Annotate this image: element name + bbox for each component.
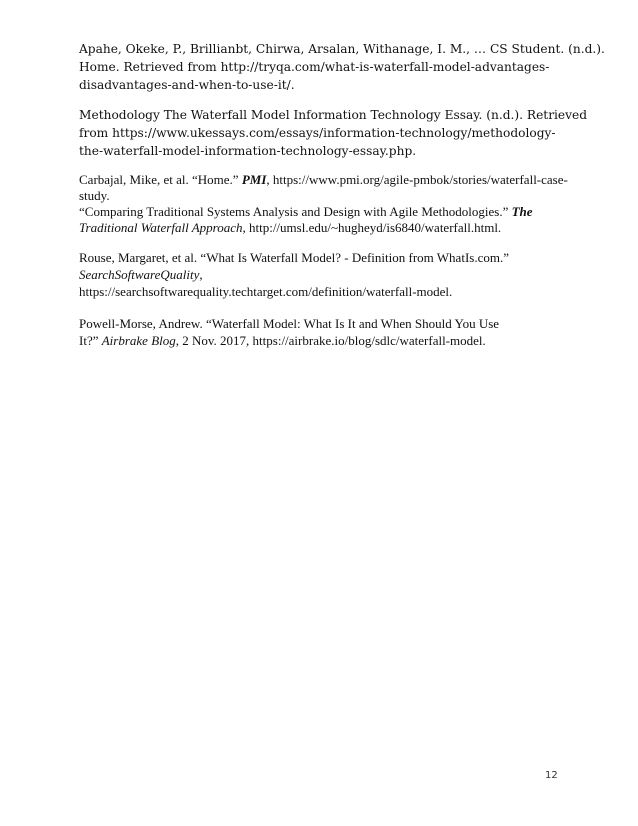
source-title: SearchSoftwareQuality — [79, 267, 200, 282]
reference-line — [79, 332, 569, 349]
reference-text: It?” — [79, 333, 102, 348]
reference-url: , 2 Nov. 2017, https://airbrake.io/blog/sdlc/waterfall-model. — [175, 333, 486, 348]
reference-text: Carbajal, Mike, et al. “Home.” — [79, 172, 242, 187]
reference-pmi-umsl — [79, 172, 569, 236]
reference-airbrake — [79, 315, 569, 349]
reference-line — [79, 220, 569, 236]
page-number: 12 — [545, 770, 558, 781]
reference-line: study. — [79, 188, 110, 203]
reference-url: , https://www.pmi.org/agile-pmbok/stories/waterfall-case- — [266, 172, 568, 187]
reference-line: Home. Retrieved from http://tryqa.com/what-is-waterfall-model-advantages- — [79, 60, 550, 74]
reference-line: Powell-Morse, Andrew. “Waterfall Model: What Is It and When Should You Use — [79, 316, 500, 331]
reference-line — [79, 266, 569, 283]
source-title: Traditional Waterfall Approach — [79, 220, 243, 235]
source-title: Airbrake Blog — [101, 333, 176, 348]
reference-tryqa — [79, 40, 605, 94]
reference-text: “Comparing Traditional Systems Analysis and Design with Agile Methodologies.” — [79, 204, 512, 219]
reference-line: https://searchsoftwarequality.techtarget.com/definition/waterfall-model. — [79, 284, 453, 299]
reference-techtarget — [79, 249, 569, 300]
reference-line — [79, 204, 569, 220]
reference-line: disadvantages-and-when-to-use-it/. — [79, 78, 295, 92]
reference-line: Apahe, Okeke, P., Brillianbt, Chirwa, Arsalan, Withanage, I. M., … CS Student. (n.d.). — [79, 42, 605, 56]
reference-line: Methodology The Waterfall Model Information Technology Essay. (n.d.). Retrieved — [79, 108, 588, 122]
reference-url: , http://umsl.edu/~hugheyd/is6840/waterfall.html. — [242, 220, 502, 235]
reference-line — [79, 172, 569, 188]
reference-line: the-waterfall-model-information-technology-essay.php. — [79, 144, 417, 158]
reference-text: , — [199, 267, 203, 282]
reference-ukessays — [79, 106, 599, 160]
reference-line: Rouse, Margaret, et al. “What Is Waterfall Model? - Definition from WhatIs.com.” — [79, 250, 509, 265]
reference-line: from https://www.ukessays.com/essays/information-technology/methodology- — [79, 126, 556, 140]
source-title: PMI — [241, 172, 267, 187]
source-title: The — [511, 204, 533, 219]
